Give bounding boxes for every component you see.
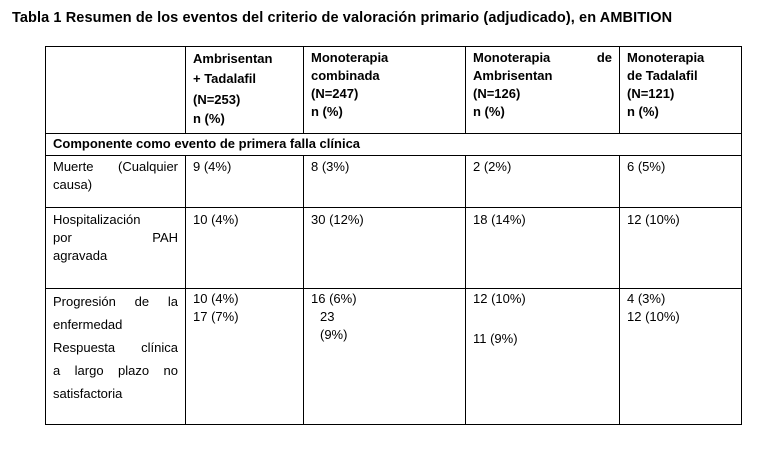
table-cell: 2 (2%) xyxy=(466,156,620,208)
header-label: combinada xyxy=(311,68,380,83)
cell-value: 23 xyxy=(320,309,335,324)
header-cell-tadalafil-mono xyxy=(620,47,742,134)
table-cell: 9 (4%) xyxy=(186,156,304,208)
row-label: Muerte (Cualquier causa) xyxy=(46,156,186,208)
row-label-line: Hospitalización xyxy=(53,212,141,227)
table-cell xyxy=(304,289,466,425)
table-title: Tabla 1 Resumen de los eventos del criterio de valoración primario (adjudicado), en AMBITION xyxy=(12,10,673,26)
table-cell: 30 (12%) xyxy=(304,208,466,289)
header-cell-ambrisentan-mono xyxy=(466,47,620,134)
table-cell: 10 (4%) xyxy=(186,208,304,289)
header-count: (N=247) xyxy=(311,86,359,101)
header-unit: n (%) xyxy=(193,111,225,126)
header-label: Monoterapia xyxy=(311,50,389,65)
cell-value: 12 (10%) xyxy=(627,309,680,324)
header-cell-ambrisentan-tadalafil xyxy=(186,47,304,134)
header-unit: n (%) xyxy=(311,104,343,119)
header-label: de Tadalafil xyxy=(627,68,698,83)
header-cell-combination xyxy=(304,47,466,134)
row-label xyxy=(46,289,186,425)
cell-value: 17 (7%) xyxy=(193,309,239,324)
table-cell xyxy=(186,289,304,425)
row-label-line: a largo plazo no xyxy=(53,363,178,378)
cell-value: 12 (10%) xyxy=(473,291,526,306)
header-label: + Tadalafil xyxy=(193,71,256,86)
section-label: Componente como evento de primera falla clínica xyxy=(46,134,742,156)
header-row xyxy=(46,47,742,134)
table-cell: 18 (14%) xyxy=(466,208,620,289)
table-row xyxy=(46,156,742,208)
table-row xyxy=(46,208,742,289)
table-cell: 12 (10%) xyxy=(620,208,742,289)
cell-value: 11 (9%) xyxy=(473,331,518,346)
table-cell xyxy=(466,289,620,425)
row-label-line: por xyxy=(53,230,72,245)
table-cell xyxy=(620,289,742,425)
cell-value: 16 (6%) xyxy=(311,291,357,306)
cell-value: 4 (3%) xyxy=(627,291,666,306)
results-table xyxy=(45,46,742,425)
header-label: Ambrisentan xyxy=(473,68,553,83)
table-cell: 8 (3%) xyxy=(304,156,466,208)
table-cell: 6 (5%) xyxy=(620,156,742,208)
header-label: Ambrisentan xyxy=(193,51,273,66)
row-label-line: Progresión de la xyxy=(53,294,178,309)
cell-value: 10 (4%) xyxy=(193,291,239,306)
row-label-line: agravada xyxy=(53,248,108,263)
header-label: Monoterapia xyxy=(473,50,551,65)
header-label: Monoterapia xyxy=(627,50,705,65)
header-unit: n (%) xyxy=(627,104,659,119)
cell-value: (9%) xyxy=(320,327,348,342)
row-label-line: PAH xyxy=(152,230,178,245)
header-unit: n (%) xyxy=(473,104,505,119)
section-row xyxy=(46,134,742,156)
row-label-line: satisfactoria xyxy=(53,386,123,401)
row-label xyxy=(46,208,186,289)
header-count: (N=126) xyxy=(473,86,521,101)
table-row xyxy=(46,289,742,425)
header-label: de xyxy=(596,50,612,65)
row-label-line: Respuesta clínica xyxy=(53,340,178,355)
header-cell-empty xyxy=(46,47,186,134)
header-count: (N=253) xyxy=(193,92,241,107)
header-count: (N=121) xyxy=(627,86,675,101)
cell-spacer xyxy=(473,308,612,326)
row-label-line: enfermedad xyxy=(53,317,123,332)
